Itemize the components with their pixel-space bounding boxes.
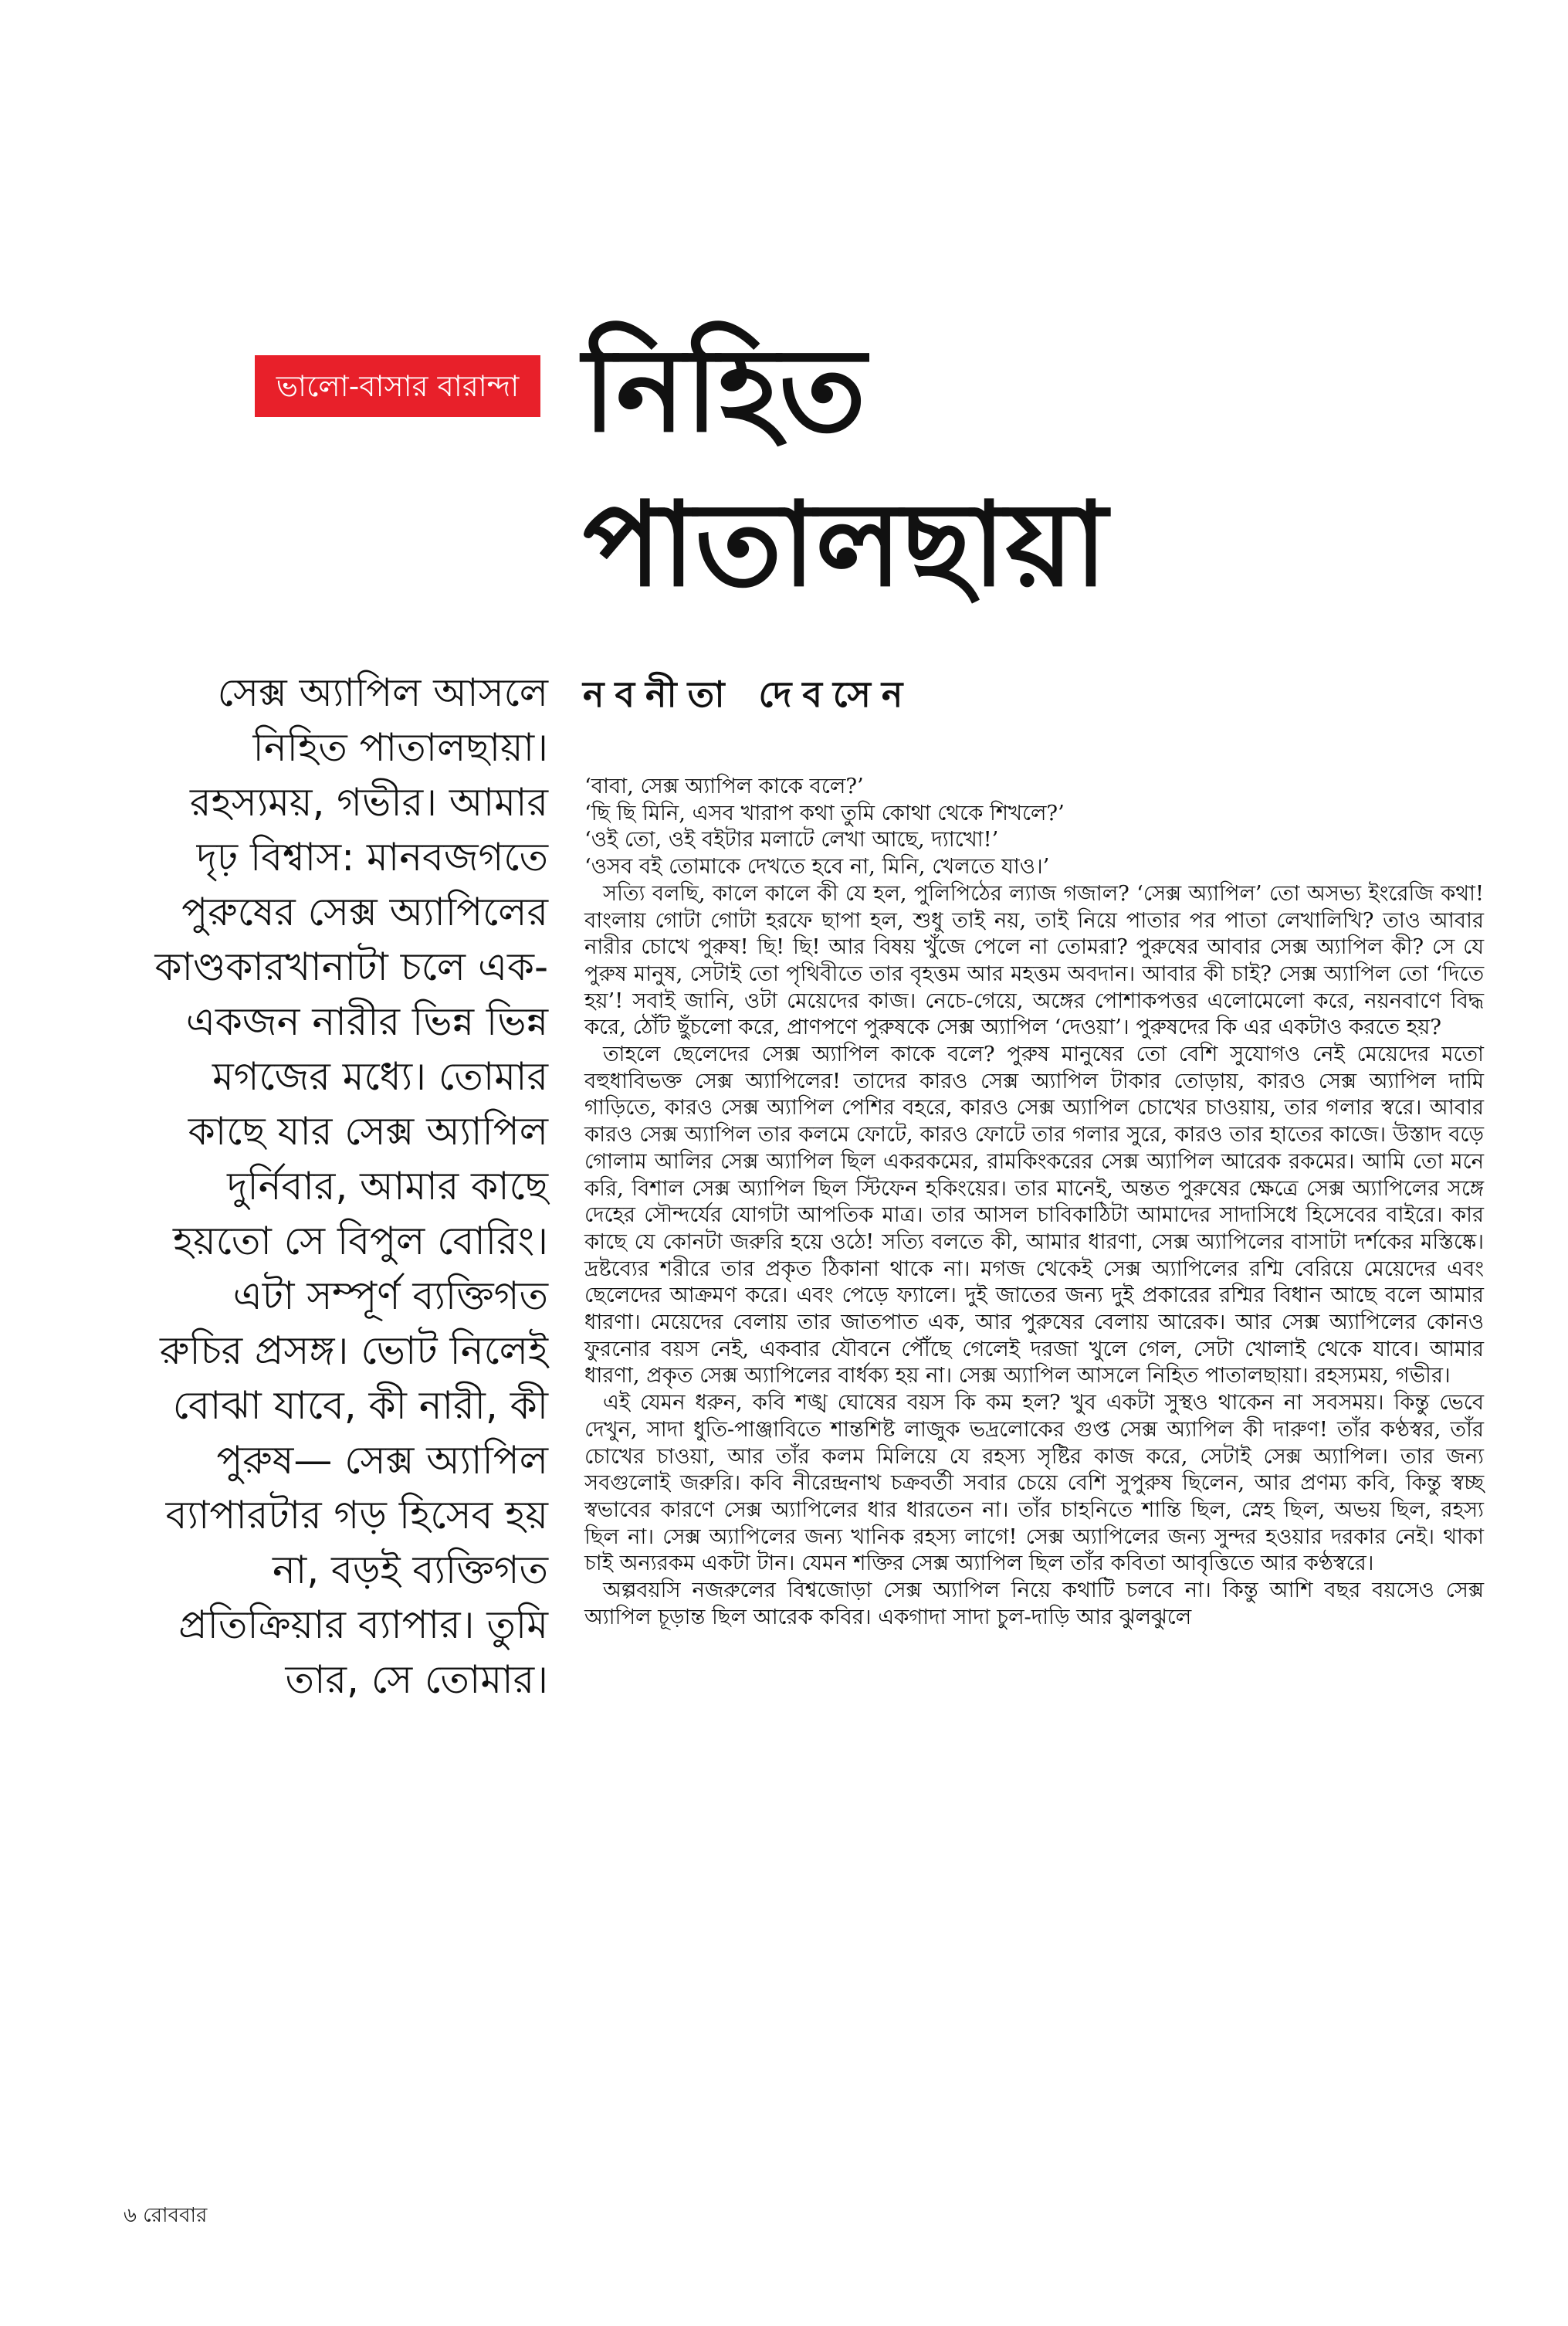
article-body [584, 774, 1484, 1632]
dialogue-line: ‘ওই তো, ওই বইটার মলাটে লেখা আছে, দ্যাখো!’ [584, 828, 999, 853]
body-paragraph: তাহলে ছেলেদের সেক্স অ্যাপিল কাকে বলে? পুরুষ মানুষের তো বেশি সুযোগও নেই মেয়েদের মতো বহুধাবিভক্ত সেক্স অ্যাপিলের! তাদের কারও সেক্স অ্যাপিল টাকার তোড়ায়, কারও সেক্স অ্যাপিল দামি গাড়িতে, কারও সেক্স অ্যাপিল পেশির বহরে, কারও সেক্স অ্যাপিল চোখের চাওয়ায়, তার গলার স্বরে। আবার কারও সেক্স অ্যাপিল তার কলমে ফোটে, কারও ফোটে তার গলার সুরে, কারও তার হাতের কাজে। উস্তাদ বড়ে গোলাম আলির সেক্স অ্যাপিল ছিল একরকমের, রামকিংকরের সেক্স অ্যাপিল আরেক রকমের। আমি তো মনে করি, বিশাল সেক্স অ্যাপিল ছিল স্টিফেন হকিংয়ের। তার মানেই, অন্তত পুরুষের ক্ষেত্রে সেক্স অ্যাপিলের সঙ্গে দেহের সৌন্দর্যের যোগটা আপতিক মাত্র। তার আসল চাবিকাঠিটা আমাদের সাদাসিধে হিসেবের বাইরে। কার কাছে যে কোনটা জরুরি হয়ে ওঠে! সত্যি বলতে কী, আমার ধারণা, সেক্স অ্যাপিলের বাসাটা দর্শকের মস্তিষ্কে। দ্রষ্টব্যের শরীরে তার প্রকৃত ঠিকানা থাকে না। মগজ থেকেই সেক্স অ্যাপিলের রশ্মি বেরিয়ে মেয়েদের এবং ছেলেদের আক্রমণ করে। এবং পেড়ে ফ্যালে। দুই জাতের জন্য দুই প্রকারের রশ্মির বিধান আছে বলে আমার ধারণা। মেয়েদের বেলায় তার জাতপাত এক, আর পুরুষের বেলায় আরেক। আর সেক্স অ্যাপিলের কোনও ফুরনোর বয়স নেই, একবার যৌবনে পৌঁছে গেলেই দরজা খুলে গেল, সেটা খোলাই থেকে যাবে। আমার ধারণা, প্রকৃত সেক্স অ্যাপিলের বার্ধক্য হয় না। সেক্স অ্যাপিল আসলে নিহিত পাতালছায়া। রহস্যময়, গভীর। [584, 1043, 1484, 1388]
body-paragraph: অল্পবয়সি নজরুলের বিশ্বজোড়া সেক্স অ্যাপিল নিয়ে কথাটি চলবে না। কিন্তু আশি বছর বয়সেও সেক্স অ্যাপিল চূড়ান্ত ছিল আরেক কবির। একগাদা সাদা চুল-দাড়ি আর ঝুলঝুলে [584, 1578, 1484, 1629]
dialogue-line: ‘ওসব বই তোমাকে দেখতে হবে না, মিনি, খেলতে যাও।’ [584, 855, 1050, 880]
author-byline: নবনীতা দেবসেন [583, 673, 914, 715]
article-title [583, 313, 1107, 622]
dialogue-line: ‘বাবা, সেক্স অ্যাপিল কাকে বলে?’ [584, 775, 864, 799]
title-line-2: পাতালছায়া [583, 476, 1108, 612]
section-tag: ভালো-বাসার বারান্দা [255, 355, 540, 417]
body-paragraph: সত্যি বলছি, কালে কালে কী যে হল, পুলিপিঠের ল্যাজ গজাল? ‘সেক্স অ্যাপিল’ তো অসভ্য ইংরেজি কথা! বাংলায় গোটা গোটা হরফে ছাপা হল, শুধু তাই নয়, তাই নিয়ে পাতার পর পাতা লেখালিখি? তাও আবার নারীর চোখে পুরুষ! ছি! ছি! আর বিষয় খুঁজে পেলে না তোমরা? পুরুষের আবার সেক্স অ্যাপিল কী? সে যে পুরুষ মানুষ, সেটাই তো পৃথিবীতে তার বৃহত্তম আর মহত্তম অবদান। আবার কী চাই? সেক্স অ্যাপিল তো ‘দিতে হয়’! সবাই জানি, ওটা মেয়েদের কাজ। নেচে-গেয়ে, অঙ্গের পোশাকপত্তর এলোমেলো করে, নয়নবাণে বিদ্ধ করে, ঠোঁট ছুঁচলো করে, প্রাণপণে পুরুষকে সেক্স অ্যাপিল ‘দেওয়া’। পুরুষদের কি এর একটাও করতে হয়? [584, 881, 1484, 1040]
page-footer: ৬ রোববার [124, 2204, 208, 2227]
dialogue-line: ‘ছি ছি মিনি, এসব খারাপ কথা তুমি কোথা থেকে শিখলে?’ [584, 801, 1065, 826]
pull-quote: সেক্স অ্যাপিল আসলে নিহিত পাতালছায়া। রহস্যময়, গভীর। আমার দৃঢ় বিশ্বাস: মানবজগতে পুরুষের সেক্স অ্যাপিলের কাণ্ডকারখানাটা চলে এক-একজন নারীর ভিন্ন ভিন্ন মগজের মধ্যে। তোমার কাছে যার সেক্স অ্যাপিল দুর্নিবার, আমার কাছে হয়তো সে বিপুল বোরিং। এটা সম্পূর্ণ ব্যক্তিগত রুচির প্রসঙ্গ। ভোট নিলেই বোঝা যাবে, কী নারী, কী পুরুষ— সেক্স অ্যাপিল ব্যাপারটার গড় হিসেব হয় না, বড়ই ব্যক্তিগত প্রতিক্রিয়ার ব্যাপার। তুমি তার, সে তোমার। [154, 670, 548, 1702]
body-paragraph: এই যেমন ধরুন, কবি শঙ্খ ঘোষের বয়স কি কম হল? খুব একটা সুস্থও থাকেন না সবসময়। কিন্তু ভেবে দেখুন, সাদা ধুতি-পাঞ্জাবিতে শান্তশিষ্ট লাজুক ভদ্রলোকের গুপ্ত সেক্স অ্যাপিল কী দারুণ! তাঁর কণ্ঠস্বর, তাঁর চোখের চাওয়া, আর তাঁর কলম মিলিয়ে যে রহস্য সৃষ্টির কাজ করে, সেটাই সেক্স অ্যাপিল। তার জন্য সবগুলোই জরুরি। কবি নীরেন্দ্রনাথ চক্রবর্তী সবার চেয়ে বেশি সুপুরুষ ছিলেন, আর প্রণম্য কবি, কিন্তু স্বচ্ছ স্বভাবের কারণে সেক্স অ্যাপিলের ধার ধারতেন না। তাঁর চাহনিতে শান্তি ছিল, স্নেহ ছিল, অভয় ছিল, রহস্য ছিল না। সেক্স অ্যাপিলের জন্য খানিক রহস্য লাগে! সেক্স অ্যাপিলের জন্য সুন্দর হওয়ার দরকার নেই। থাকা চাই অন্যরকম একটা টান। যেমন শক্তির সেক্স অ্যাপিল ছিল তাঁর কবিতা আবৃত্তিতে আর কণ্ঠস্বরে। [584, 1391, 1484, 1576]
title-line-1: নিহিত [583, 322, 866, 458]
